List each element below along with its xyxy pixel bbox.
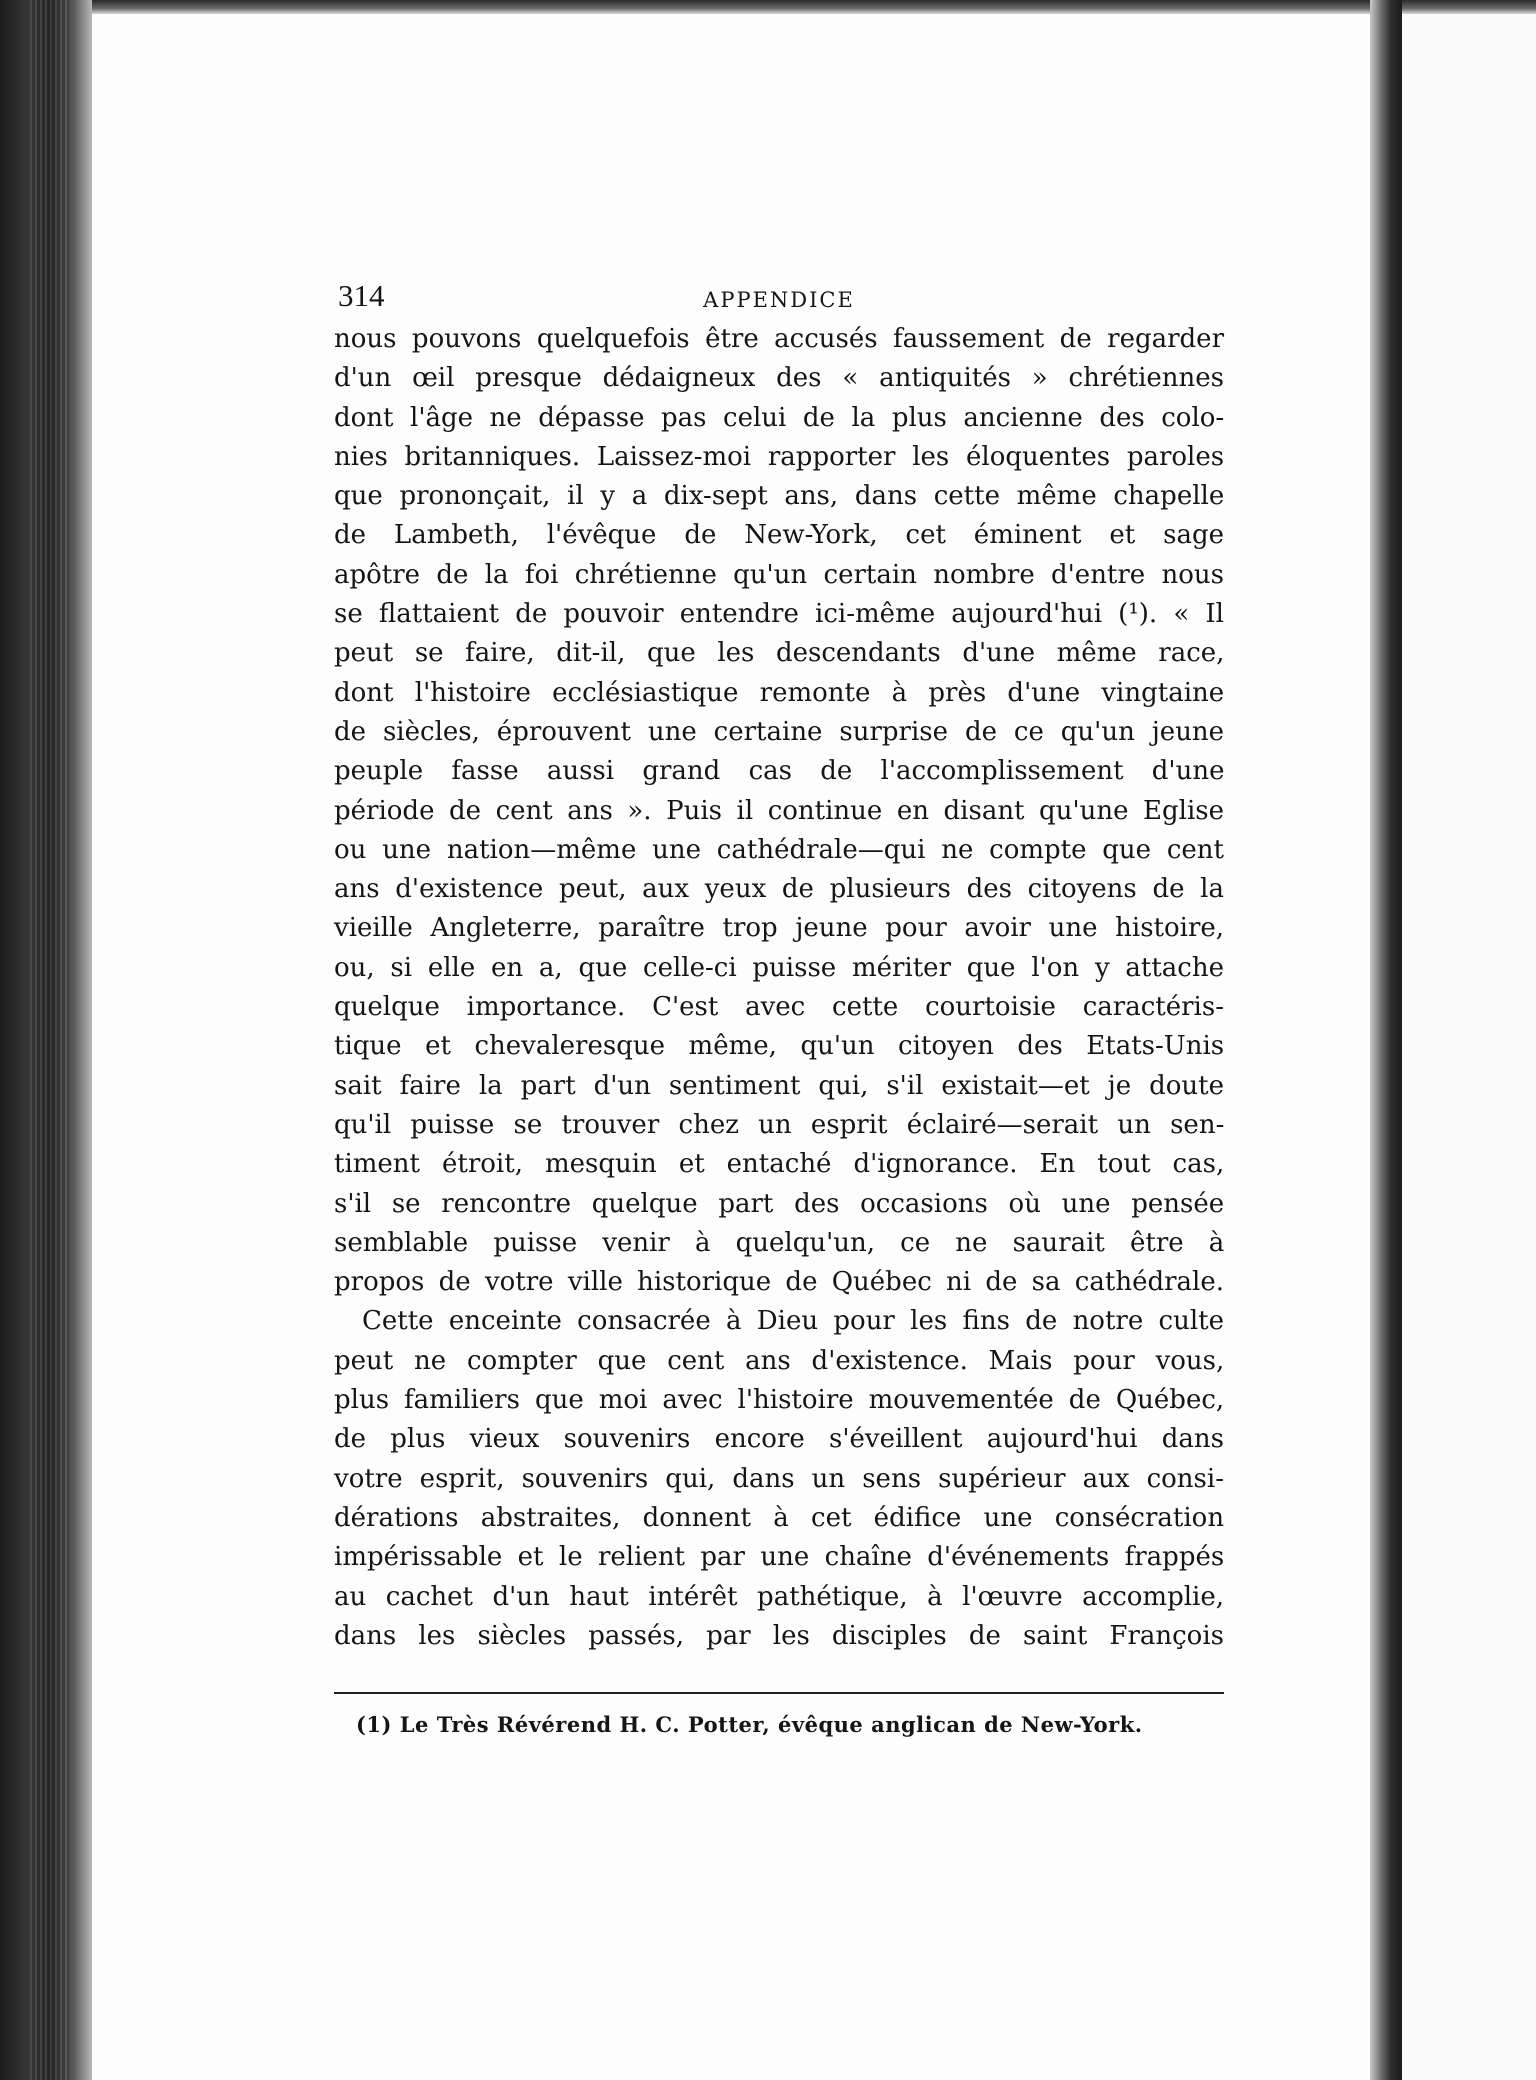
footnote-rule: [334, 1692, 1224, 1694]
text-line: nous pouvons quelquefois être accusés faussement de regarder: [334, 324, 1224, 354]
text-line: ans d'existence peut, aux yeux de plusieurs des citoyens de la: [334, 874, 1224, 905]
text-line: dans les siècles passés, par les disciples de saint François: [334, 1620, 1224, 1651]
text-line: semblable puisse venir à quelqu'un, ce ne saurait être à: [334, 1227, 1225, 1258]
text-line: dérations abstraites, donnent à cet édifice une consécration: [334, 1502, 1225, 1533]
text-line: dont l'histoire ecclésiastique remonte à près d'une vingtaine: [334, 677, 1225, 708]
adjacent-page-edge: [1402, 14, 1536, 2080]
text-line: apôtre de la foi chrétienne qu'un certain nombre d'entre nous: [334, 559, 1224, 590]
text-line: peuple fasse aussi grand cas de l'accomplissement d'une: [334, 756, 1225, 787]
text-line: tique et chevaleresque même, qu'un citoyen des Etats-Unis: [334, 1031, 1225, 1062]
text-line: peut se faire, dit-il, que les descendants d'une même race,: [334, 638, 1225, 669]
text-line: votre esprit, souvenirs qui, dans un sens supérieur aux consi-: [334, 1463, 1224, 1494]
text-line: que prononçait, il y a dix-sept ans, dans cette même chapelle: [334, 481, 1225, 512]
text-line: quelque importance. C'est avec cette courtoisie caractéris-: [334, 992, 1224, 1023]
text-line: vieille Angleterre, paraître trop jeune pour avoir une histoire,: [334, 913, 1225, 944]
text-line: peut ne compter que cent ans d'existence. Mais pour vous,: [334, 1345, 1225, 1376]
body-text: [334, 320, 1224, 1656]
text-line: de Lambeth, l'évêque de New-York, cet éminent et sage: [334, 520, 1224, 551]
text-line: se flattaient de pouvoir entendre ici-même aujourd'hui (¹). « Il: [334, 599, 1224, 630]
page-number: 314: [338, 278, 385, 313]
text-line: qu'il puisse se trouver chez un esprit éclairé—serait un sen-: [334, 1109, 1225, 1140]
text-line: sait faire la part d'un sentiment qui, s'il existait—et je doute: [334, 1070, 1224, 1101]
running-title: APPENDICE: [703, 288, 855, 312]
text-line: dont l'âge ne dépasse pas celui de la plus ancienne des colo-: [334, 402, 1225, 433]
text-line: ou, si elle en a, que celle-ci puisse mériter que l'on y attache: [334, 952, 1224, 983]
text-line: de siècles, éprouvent une certaine surprise de ce qu'un jeune: [334, 716, 1225, 747]
text-line: ou une nation—même une cathédrale—qui ne compte que cent: [334, 834, 1224, 865]
running-head: [334, 270, 1224, 320]
page-content: [334, 270, 1224, 1737]
text-line: s'il se rencontre quelque part des occasions où une pensée: [334, 1188, 1225, 1219]
top-edge-shadow: [0, 0, 1536, 14]
text-line: Cette enceinte consacrée à Dieu pour les fins de notre culte: [362, 1306, 1224, 1337]
text-line: période de cent ans ». Puis il continue en disant qu'une Eglise: [334, 795, 1224, 826]
text-line: nies britanniques. Laissez-moi rapporter les éloquentes paroles: [334, 441, 1225, 472]
text-line: au cachet d'un haut intérêt pathétique, à l'œuvre accomplie,: [334, 1581, 1224, 1612]
footnote: (1) Le Très Révérend H. C. Potter, évêque anglican de New-York.: [356, 1712, 1143, 1738]
text-line: de plus vieux souvenirs encore s'éveillent aujourd'hui dans: [334, 1424, 1224, 1455]
text-line: propos de votre ville historique de Québec ni de sa cathédrale.: [334, 1267, 1224, 1298]
text-line: plus familiers que moi avec l'histoire mouvementée de Québec,: [334, 1385, 1225, 1416]
text-line: d'un œil presque dédaigneux des « antiquités » chrétiennes: [334, 363, 1224, 394]
book-gutter-right: [1370, 0, 1402, 2080]
text-line: impérissable et le relient par une chaîne d'événements frappés: [334, 1542, 1225, 1573]
book-spine-left: [0, 0, 92, 2080]
text-line: timent étroit, mesquin et entaché d'ignorance. En tout cas,: [334, 1149, 1225, 1180]
